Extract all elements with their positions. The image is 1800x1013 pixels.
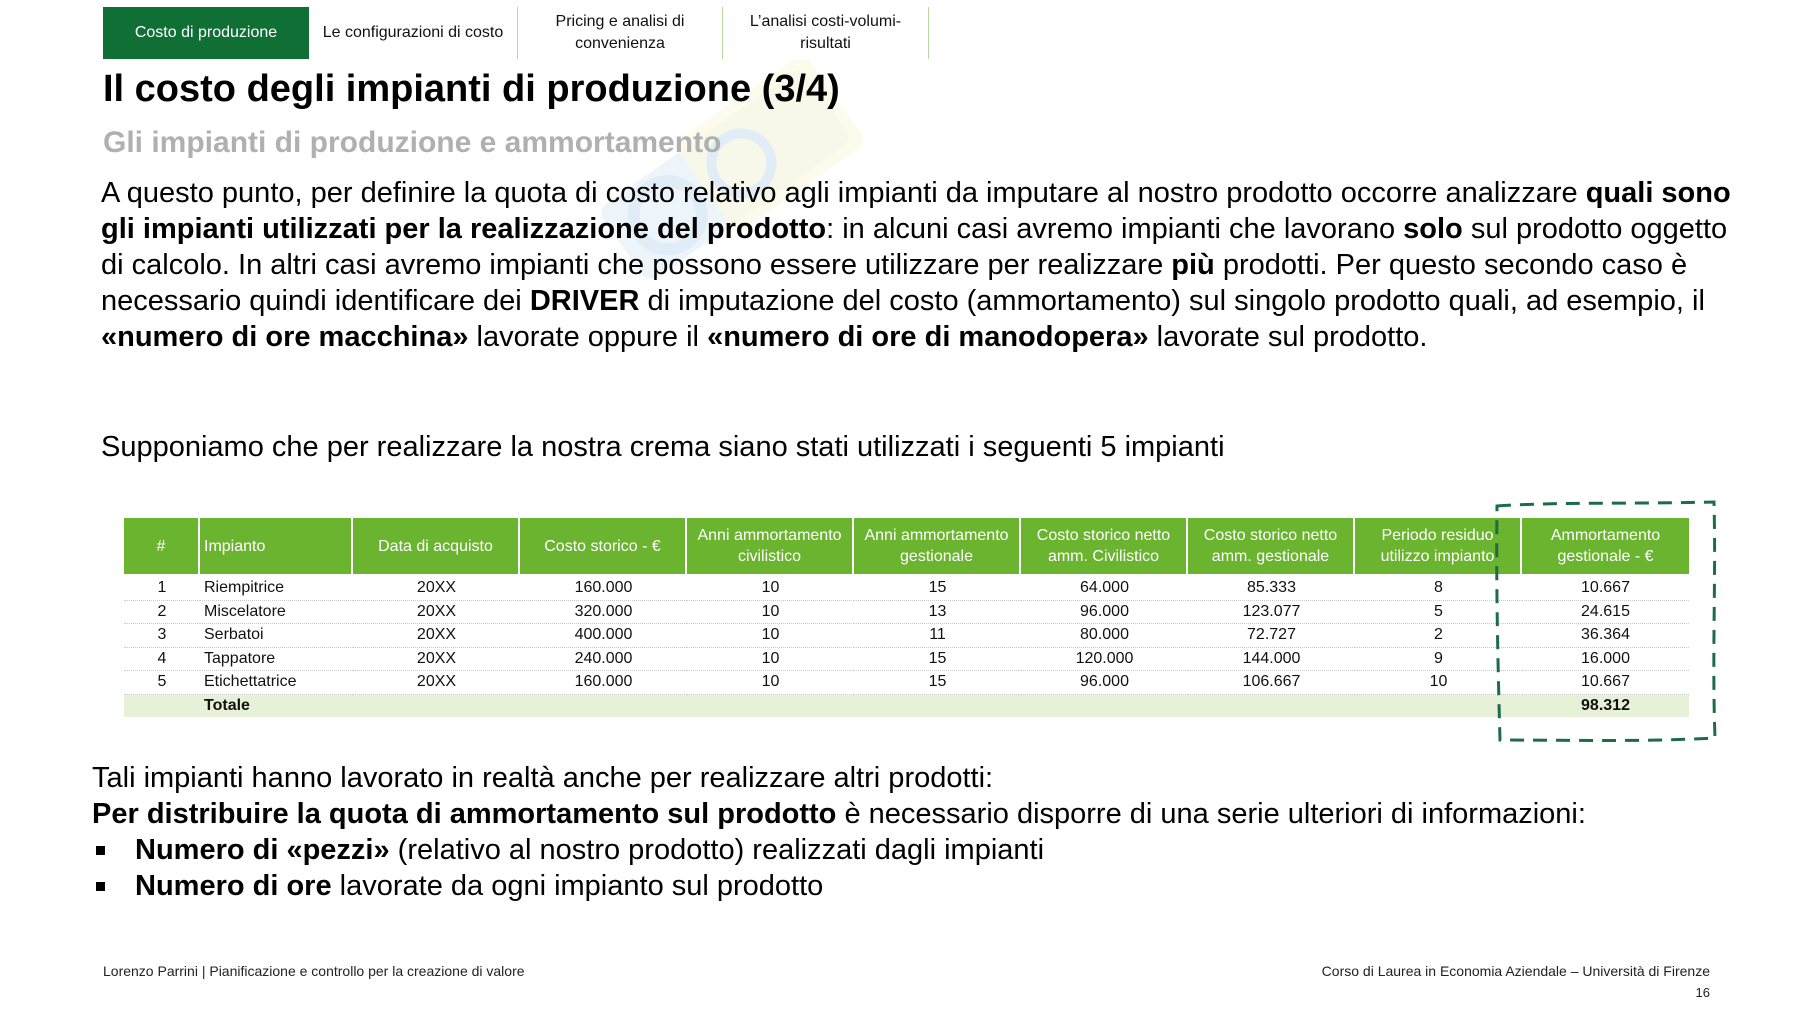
col-netto-gestionale: Costo storico netto amm. gestionale [1188, 518, 1355, 574]
intro-paragraph: A questo punto, per definire la quota di costo relativo agli impianti da imputare al nostro prodotto occorre analizzare quali sono gli impianti utilizzati per la realizzazione del prodotto: in alcuni casi avremo impianti che lavorano solo sul prodotto oggetto di calcolo. In altri casi avremo impianti che possono essere utilizzare per realizzare più prodotti. Per questo secondo caso è necessario quindi identificare dei DRIVER di imputazione del costo (ammortamento) sul singolo prodotto quali, ad esempio, il «numero di ore macchina» lavorate oppure il «numero di ore di manodopera» lavorate sul prodotto. [101, 177, 1731, 353]
col-ammortamento-gestionale: Ammortamento gestionale - € [1522, 518, 1689, 574]
cell: 20XX [353, 648, 520, 672]
cell [1188, 695, 1355, 718]
tab-analisi-cvr[interactable]: L’analisi costi-volumi-risultati [723, 7, 929, 59]
bottom-text: Tali impianti hanno lavorato in realtà anche per realizzare altri prodotti: Per distribuire la quota di ammortamento sul prodotto è necessario disporre di una serie ulteriori di informazioni: [92, 762, 1586, 830]
cell: 15 [854, 671, 1021, 695]
bullet-square-icon [96, 882, 105, 891]
table-row [124, 624, 1689, 648]
footer-course: Corso di Laurea in Economia Aziendale – Università di Firenze [1321, 963, 1710, 979]
cell: 1 [124, 574, 200, 601]
cell: 24.615 [1522, 601, 1689, 625]
cell: 85.333 [1188, 574, 1355, 601]
cell [1021, 695, 1188, 718]
cell: 72.727 [1188, 624, 1355, 648]
table-row [124, 601, 1689, 625]
cell: 8 [1355, 574, 1522, 601]
cell: 106.667 [1188, 671, 1355, 695]
cell: 10 [687, 671, 854, 695]
tab-costo-di-produzione[interactable]: Costo di produzione [103, 7, 309, 59]
page-number: 16 [1695, 985, 1710, 1000]
cell: 20XX [353, 574, 520, 601]
list-item: Numero di ore lavorate da ogni impianto sul prodotto [92, 868, 1044, 904]
cell: 10 [1355, 671, 1522, 695]
cell: 160.000 [520, 574, 687, 601]
cell [854, 695, 1021, 718]
cell: 9 [1355, 648, 1522, 672]
col-anni-gestionale: Anni ammortamento gestionale [854, 518, 1021, 574]
cell: 10 [687, 574, 854, 601]
cell [124, 695, 200, 718]
cell: Riempitrice [200, 574, 353, 601]
col-number: # [124, 518, 200, 574]
info-bullets [92, 832, 1044, 904]
cell: 160.000 [520, 671, 687, 695]
col-anni-civilistico: Anni ammortamento civilistico [687, 518, 854, 574]
plants-intro: Supponiamo che per realizzare la nostra crema siano stati utilizzati i seguenti 5 impianti [101, 431, 1225, 463]
cell: 10.667 [1522, 574, 1689, 601]
cell: 240.000 [520, 648, 687, 672]
cell [687, 695, 854, 718]
cell: 3 [124, 624, 200, 648]
cell: 16.000 [1522, 648, 1689, 672]
cell: Serbatoi [200, 624, 353, 648]
cell: 96.000 [1021, 601, 1188, 625]
cell: 2 [1355, 624, 1522, 648]
cell: 80.000 [1021, 624, 1188, 648]
cell: 20XX [353, 671, 520, 695]
total-label: Totale [200, 695, 353, 718]
col-periodo-residuo: Periodo residuo utilizzo impianto [1355, 518, 1522, 574]
cell: 4 [124, 648, 200, 672]
cell [1355, 695, 1522, 718]
col-data-acquisto: Data di acquisto [353, 518, 520, 574]
cell: 10 [687, 648, 854, 672]
col-costo-storico: Costo storico - € [520, 518, 687, 574]
cell: 36.364 [1522, 624, 1689, 648]
cell: 11 [854, 624, 1021, 648]
page-title: Il costo degli impianti di produzione (3/4) [103, 68, 840, 110]
table-row [124, 574, 1689, 601]
table-header-row [124, 518, 1689, 574]
cell: 400.000 [520, 624, 687, 648]
page-subtitle: Gli impianti di produzione e ammortamento [103, 126, 722, 159]
cell: 2 [124, 601, 200, 625]
cell: 144.000 [1188, 648, 1355, 672]
bullet-square-icon [96, 846, 105, 855]
col-netto-civilistico: Costo storico netto amm. Civilistico [1021, 518, 1188, 574]
cell: 20XX [353, 624, 520, 648]
cell: 10.667 [1522, 671, 1689, 695]
cell: Tappatore [200, 648, 353, 672]
cell: 15 [854, 648, 1021, 672]
cell: Etichettatrice [200, 671, 353, 695]
cell [520, 695, 687, 718]
cell [353, 695, 520, 718]
list-item: Numero di «pezzi» (relativo al nostro prodotto) realizzati dagli impianti [92, 832, 1044, 868]
cell: 123.077 [1188, 601, 1355, 625]
cell: 13 [854, 601, 1021, 625]
cell: 10 [687, 624, 854, 648]
cell: 320.000 [520, 601, 687, 625]
table-row [124, 671, 1689, 695]
cell: 96.000 [1021, 671, 1188, 695]
tab-pricing[interactable]: Pricing e analisi di convenienza [518, 7, 723, 59]
cell: 20XX [353, 601, 520, 625]
total-value: 98.312 [1522, 695, 1689, 718]
cell: 15 [854, 574, 1021, 601]
section-tabs [103, 7, 929, 59]
cell: 5 [1355, 601, 1522, 625]
table-total-row [124, 695, 1689, 718]
plants-table [124, 518, 1689, 717]
cell: 120.000 [1021, 648, 1188, 672]
table-row [124, 648, 1689, 672]
cell: 10 [687, 601, 854, 625]
cell: 64.000 [1021, 574, 1188, 601]
cell: 5 [124, 671, 200, 695]
cell: Miscelatore [200, 601, 353, 625]
footer-author: Lorenzo Parrini | Pianificazione e controllo per la creazione di valore [103, 963, 525, 979]
col-impianto: Impianto [200, 518, 353, 574]
tab-configurazioni-di-costo[interactable]: Le configurazioni di costo [309, 7, 518, 59]
